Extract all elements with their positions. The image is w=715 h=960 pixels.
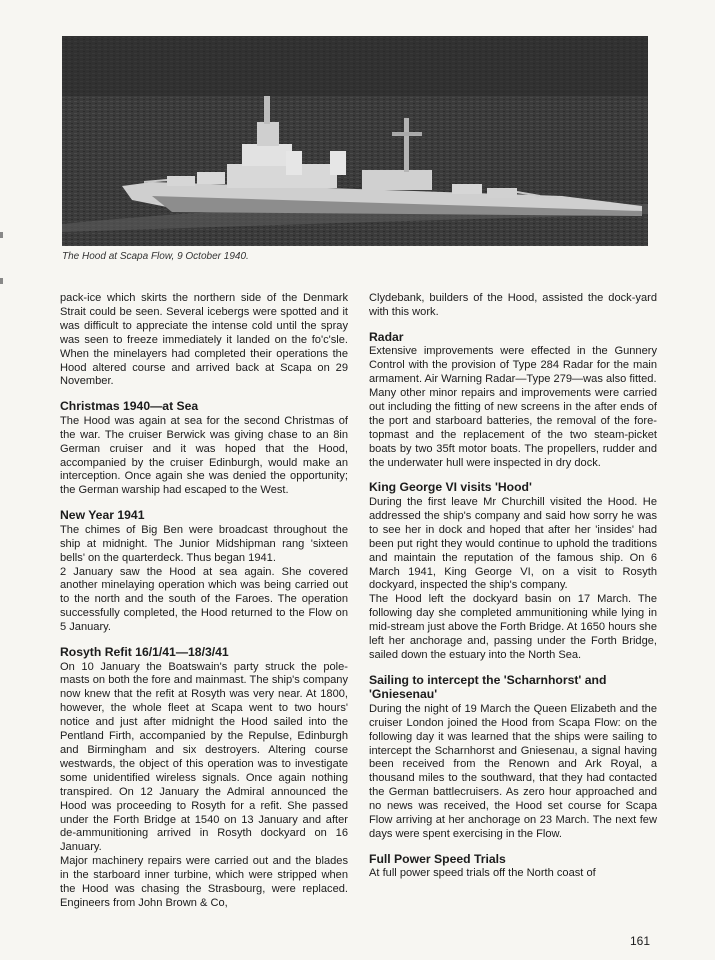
paragraph-king-1: During the first leave Mr Churchill visited the Hood. He addressed the ship's company and said how sorry he was to see her in dock and hoped that after her 'insides' had been put right they would continue to uphold the traditions and maintain the reputation of the famous ship. On 6 March 1941, King George VI, on a visit to Rosyth dockyard, inspected the ship's company. [369, 495, 657, 592]
scan-edge-mark [0, 232, 3, 238]
photo-caption: The Hood at Scapa Flow, 9 October 1940. [62, 251, 249, 262]
paragraph-radar-1: Extensive improvements were effected in the Gunnery Control with the provision of Type 284 Radar for the main armament. Air Warning Radar—Type 279—was also fitted. [369, 345, 657, 386]
heading-king-visit: King George VI visits 'Hood' [369, 480, 532, 495]
paragraph-rosyth-2: Major machinery repairs were carried out and the blades in the starboard inner turbine, which were stripped when the Hood was chasing the Strasbourg, were replaced. Engineers from John Brown & Co, [60, 855, 348, 909]
paragraph-new-year-2: 2 January saw the Hood at sea again. She covered another minelaying operation which was being carried out to the north and the south of the Faroes. The operation successfully completed, the Hood returned to the Flow on 5 January. [60, 565, 348, 634]
paragraph-clydebank: Clydebank, builders of the Hood, assisted the dock-yard with this work. [369, 292, 657, 318]
heading-sailing-intercept: Sailing to intercept the 'Scharnhorst' and 'Gniesenau' [369, 672, 607, 702]
heading-radar: Radar [369, 329, 404, 344]
paragraph-new-year-1: The chimes of Big Ben were broadcast throughout the ship at midnight. The Junior Midshipman rang 'sixteen bells' on the quarterdeck. Thus began 1941. [60, 523, 348, 564]
heading-rosyth-refit: Rosyth Refit 16/1/41—18/3/41 [60, 645, 229, 660]
heading-new-year-1941: New Year 1941 [60, 508, 145, 523]
paragraph-sailing: During the night of 19 March the Queen Elizabeth and the cruiser London joined the Hood from Scapa Flow: on the following day it was learned that the ships were sailing to intercept the Scharnhorst and Gniesenau, a signal having been received from the Renown and Ark Royal, a thousand miles to the southward, that they had contacted the German battlecruisers. As zero hour approached and no news was received, the Hood set course for Scapa Flow arriving at her anchorage on 23 March. The next few days were spent exercising in the Flow. [369, 702, 657, 840]
left-column [60, 292, 348, 911]
paragraph-radar-2: Many other minor repairs and improvements were carried out including the fitting of new screens in the after ends of the port and starboard batteries, the removal of the fore-topmast and the replacement of the two steam-picket boats by two 35ft motor boats. The propellers, rudder and the underwater hull were inspected in dry dock. [369, 387, 657, 469]
paragraph-king-2: The Hood left the dockyard basin on 17 March. The following day she completed ammunitioning while lying in mid-stream just above the Forth Bridge. At 1650 hours she left her anchorage and, passing under the Forth Bridge, sailed down the estuary into the North Sea. [369, 593, 657, 661]
ship-photograph [62, 36, 648, 246]
paragraph-speed-trials: At full power speed trials off the North coast of [369, 867, 596, 880]
heading-christmas-1940: Christmas 1940—at Sea [60, 399, 199, 414]
right-column [369, 292, 657, 881]
paragraph-intro: pack-ice which skirts the northern side of the Denmark Strait could be seen. Several icebergs were spotted and it was difficult to appreciate the intense cold until the spray was seen to freeze immediately it landed on the fo'c'sle. When the minelayers had completed their operations the Hood altered course and arrived back at Scapa on 29 November. [60, 292, 348, 388]
page-number: 161 [630, 934, 651, 948]
scan-edge-mark [0, 278, 3, 284]
heading-speed-trials: Full Power Speed Trials [369, 851, 506, 866]
paragraph-rosyth-1: On 10 January the Boatswain's party struck the pole-masts on both the fore and mainmast. The ship's company now knew that the refit at Rosyth was very near. At 1800, however, the whole fleet at Scapa went to two hours' notice and just after midnight the Hood sailed into the Pentland Firth, accompanied by the Repulse, Edinburgh and Birmingham and six destroyers. Altering course westwards, the object of this operation was to investigate some unidentified wireless signals. Once again nothing transpired. On 12 January the Admiral announced the Hood was proceeding to Rosyth for a refit. She passed under the Forth Bridge at 1540 on 13 January and after de-ammunitioning arrived in Rosyth dockyard on 16 January. [60, 660, 348, 854]
paragraph-christmas: The Hood was again at sea for the second Christmas of the war. The cruiser Berwick was giving chase to an 8in German cruiser and it was hoped that the Hood, accompanied by the cruiser Edinburgh, would make an interception. Once again she was denied the opportunity; the German warship had escaped to the West. [60, 414, 348, 497]
